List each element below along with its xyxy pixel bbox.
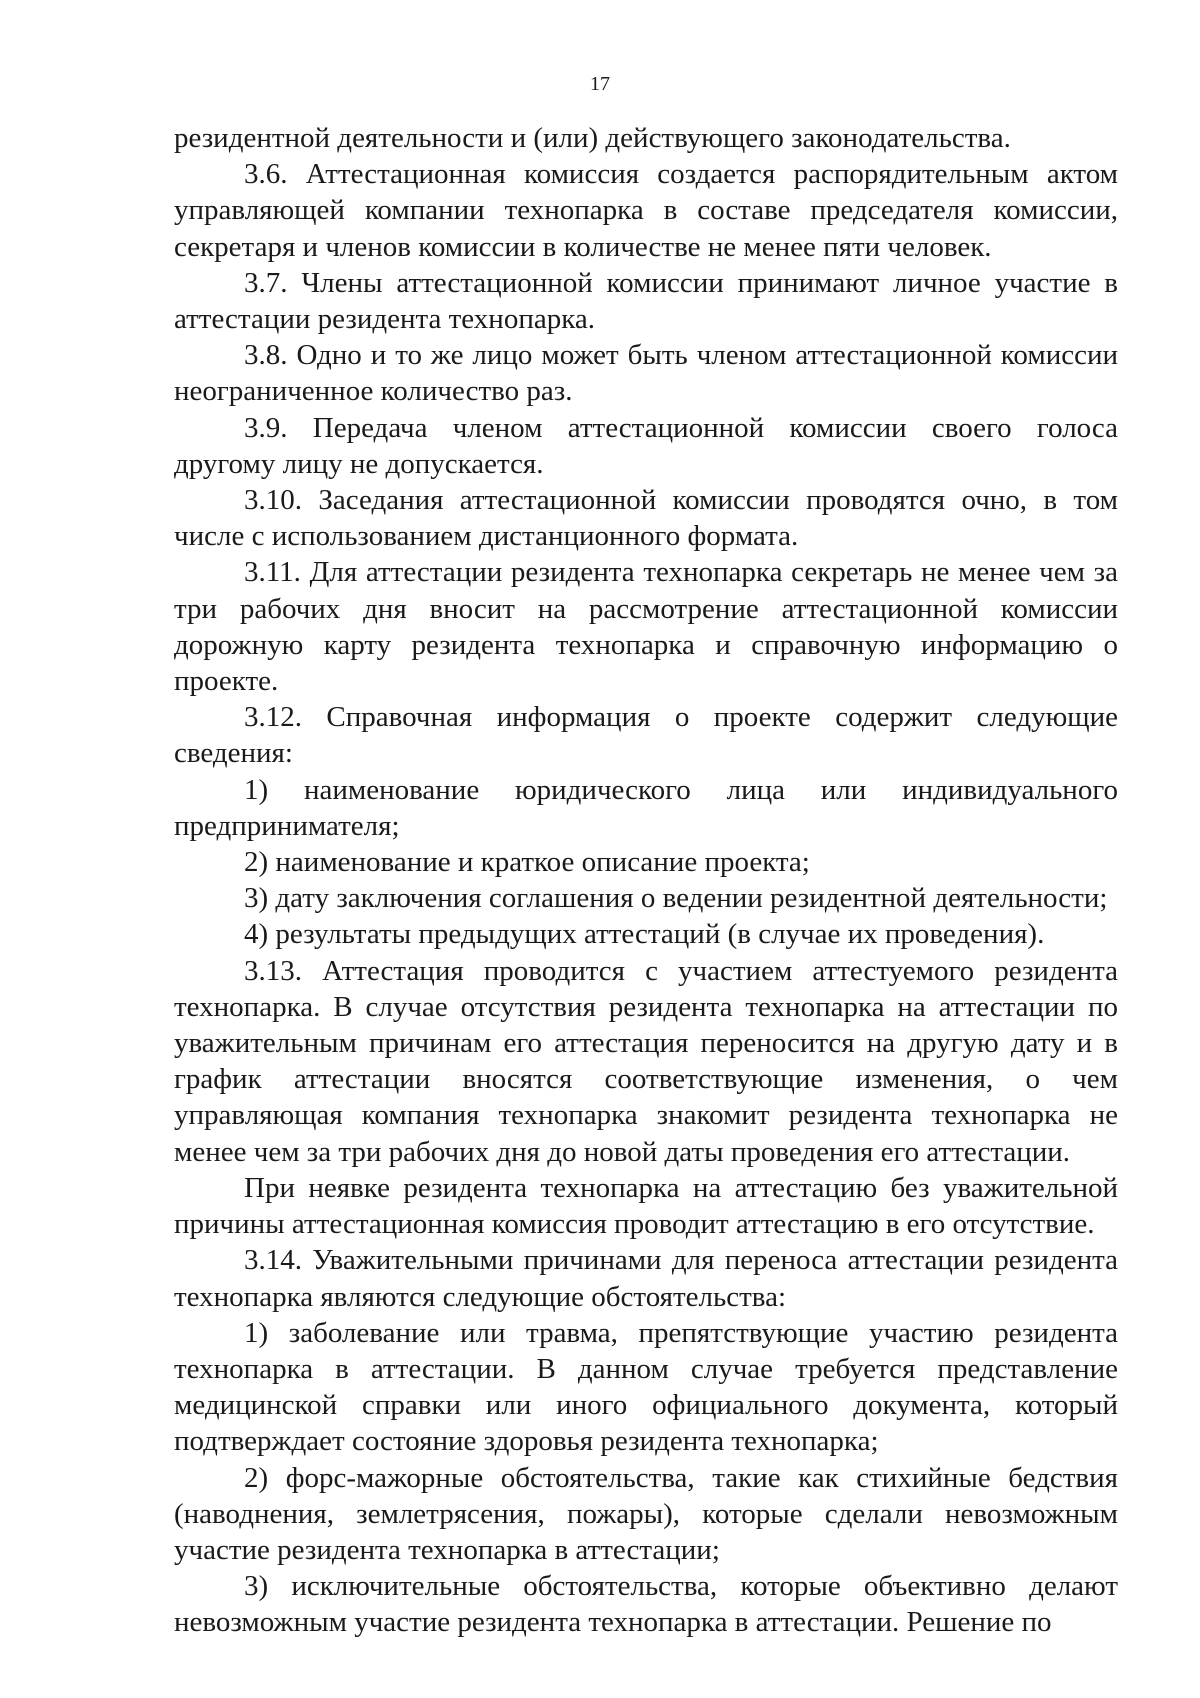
page-number: 17 (590, 73, 610, 95)
paragraph: 3.9. Передача членом аттестационной комиссии своего голоса другому лицу не допускается. (174, 411, 1118, 480)
list-item: 3) дату заключения соглашения о ведении резидентной деятельности; (244, 882, 1108, 915)
paragraph: 3.11. Для аттестации резидента технопарка секретарь не менее чем за три рабочих дня вносит на рассмотрение аттестационной комиссии дорожную карту резидента технопарка и справочную информацию о проекте. (174, 556, 1118, 698)
paragraph: 3.13. Аттестация проводится с участием аттестуемого резидента технопарка. В случае отсутствия резидента технопарка на аттестации по уважительным причинам его аттестация переносится на другую дату и в график аттестации вносятся соответствующие изменения, о чем управляющая компания технопарка знакомит резидента технопарка не менее чем за три рабочих дня до новой даты проведения его аттестации. (174, 954, 1118, 1168)
paragraph: 3.14. Уважительными причинами для переноса аттестации резидента технопарка являются следующие обстоятельства: (174, 1244, 1118, 1313)
list-item: 1) наименование юридического лица или индивидуального предпринимателя; (174, 773, 1118, 842)
list-item: 2) наименование и краткое описание проекта; (244, 846, 810, 879)
list-item: 4) результаты предыдущих аттестаций (в случае их проведения). (244, 918, 1045, 951)
paragraph: 3.7. Члены аттестационной комиссии принимают личное участие в аттестации резидента технопарка. (174, 266, 1118, 336)
list-item: 2) форс-мажорные обстоятельства, такие как стихийные бедствия (наводнения, землетрясения, пожары), которые сделали невозможным участие резидента технопарка в аттестации; (174, 1461, 1118, 1566)
paragraph: 3.8. Одно и то же лицо может быть членом аттестационной комиссии неограниченное количество раз. (174, 339, 1118, 408)
paragraph: резидентной деятельности и (или) действующего законодательства. (174, 122, 1011, 154)
paragraph: 3.12. Справочная информация о проекте содержит следующие сведения: (174, 701, 1118, 770)
paragraph: 3.6. Аттестационная комиссия создается распорядительным актом управляющей компании технопарка в составе председателя комиссии, секретаря и членов комиссии в количестве не менее пяти человек. (174, 158, 1118, 263)
paragraph: 3.10. Заседания аттестационной комиссии проводятся очно, в том числе с использованием дистанционного формата. (174, 484, 1118, 553)
list-item: 1) заболевание или травма, препятствующие участию резидента технопарка в аттестации. В данном случае требуется представление медицинской справки или иного официального документа, который подтверждает состояние здоровья резидента технопарка; (174, 1316, 1118, 1458)
document-body (174, 120, 1118, 1641)
list-item: 3) исключительные обстоятельства, которые объективно делают невозможным участие резидента технопарка в аттестации. Решение по (174, 1570, 1118, 1639)
paragraph: При неявке резидента технопарка на аттестацию без уважительной причины аттестационная комиссия проводит аттестацию в его отсутствие. (174, 1171, 1118, 1241)
